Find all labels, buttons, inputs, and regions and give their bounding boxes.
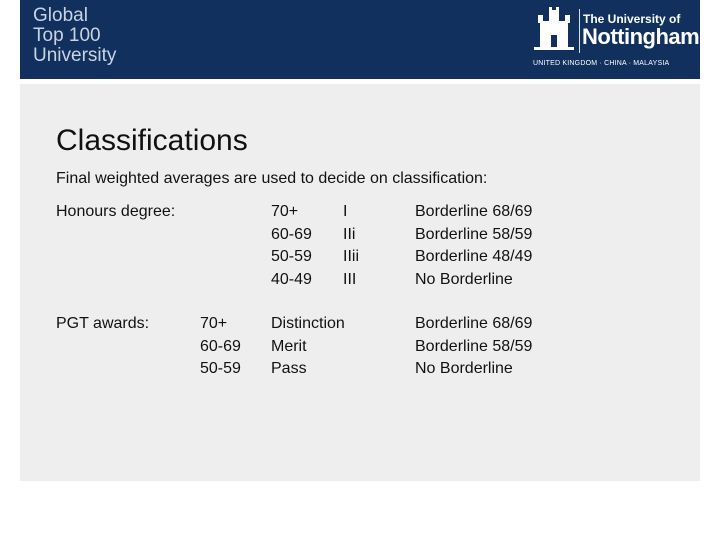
honours-range: 70+	[271, 203, 299, 220]
honours-range: 40-49	[271, 270, 312, 288]
honours-borderline: Borderline 48/49	[415, 248, 533, 265]
global-top-100-badge	[33, 6, 116, 66]
honours-class: IIi	[343, 225, 356, 243]
pgt-award: Distinction	[271, 315, 345, 332]
header-banner	[20, 0, 700, 79]
logo-text-line1: The University of	[583, 12, 681, 26]
honours-classes	[343, 201, 359, 291]
badge-line: University	[33, 45, 117, 66]
university-logo	[530, 4, 700, 74]
honours-borderline: Borderline 68/69	[415, 203, 533, 220]
badge-line: Top 100	[33, 25, 101, 46]
logo-divider	[579, 9, 580, 53]
honours-range: 60-69	[271, 225, 312, 243]
honours-ranges	[271, 201, 312, 291]
honours-borderline: No Borderline	[415, 270, 513, 288]
logo-subline: UNITED KINGDOM · CHINA · MALAYSIA	[533, 60, 670, 67]
slide-title: Classifications	[56, 124, 248, 157]
pgt-label: PGT awards:	[56, 315, 150, 332]
intro-text: Final weighted averages are used to decide on classification:	[56, 170, 488, 187]
pgt-ranges	[200, 313, 241, 381]
honours-label: Honours degree:	[56, 203, 176, 220]
honours-class: I	[343, 203, 348, 220]
pgt-award: Pass	[271, 360, 307, 377]
honours-range: 50-59	[271, 248, 312, 265]
slide-content	[20, 84, 700, 481]
honours-class: III	[343, 270, 357, 288]
pgt-range: 60-69	[200, 337, 241, 355]
honours-borderline: Borderline 58/59	[415, 225, 533, 243]
pgt-award: Merit	[271, 337, 307, 355]
logo-text-line2: Nottingham	[582, 24, 700, 49]
pgt-awards	[271, 313, 345, 381]
badge-line: Global	[33, 5, 88, 26]
pgt-borderlines	[415, 313, 532, 381]
honours-class: IIii	[343, 248, 359, 265]
pgt-range: 70+	[200, 315, 228, 332]
pgt-borderline: No Borderline	[415, 360, 513, 377]
honours-borderlines	[415, 201, 532, 291]
pgt-range: 50-59	[200, 360, 241, 377]
pgt-borderline: Borderline 68/69	[415, 315, 533, 332]
castle-crest-icon	[534, 7, 574, 53]
pgt-borderline: Borderline 58/59	[415, 337, 533, 355]
